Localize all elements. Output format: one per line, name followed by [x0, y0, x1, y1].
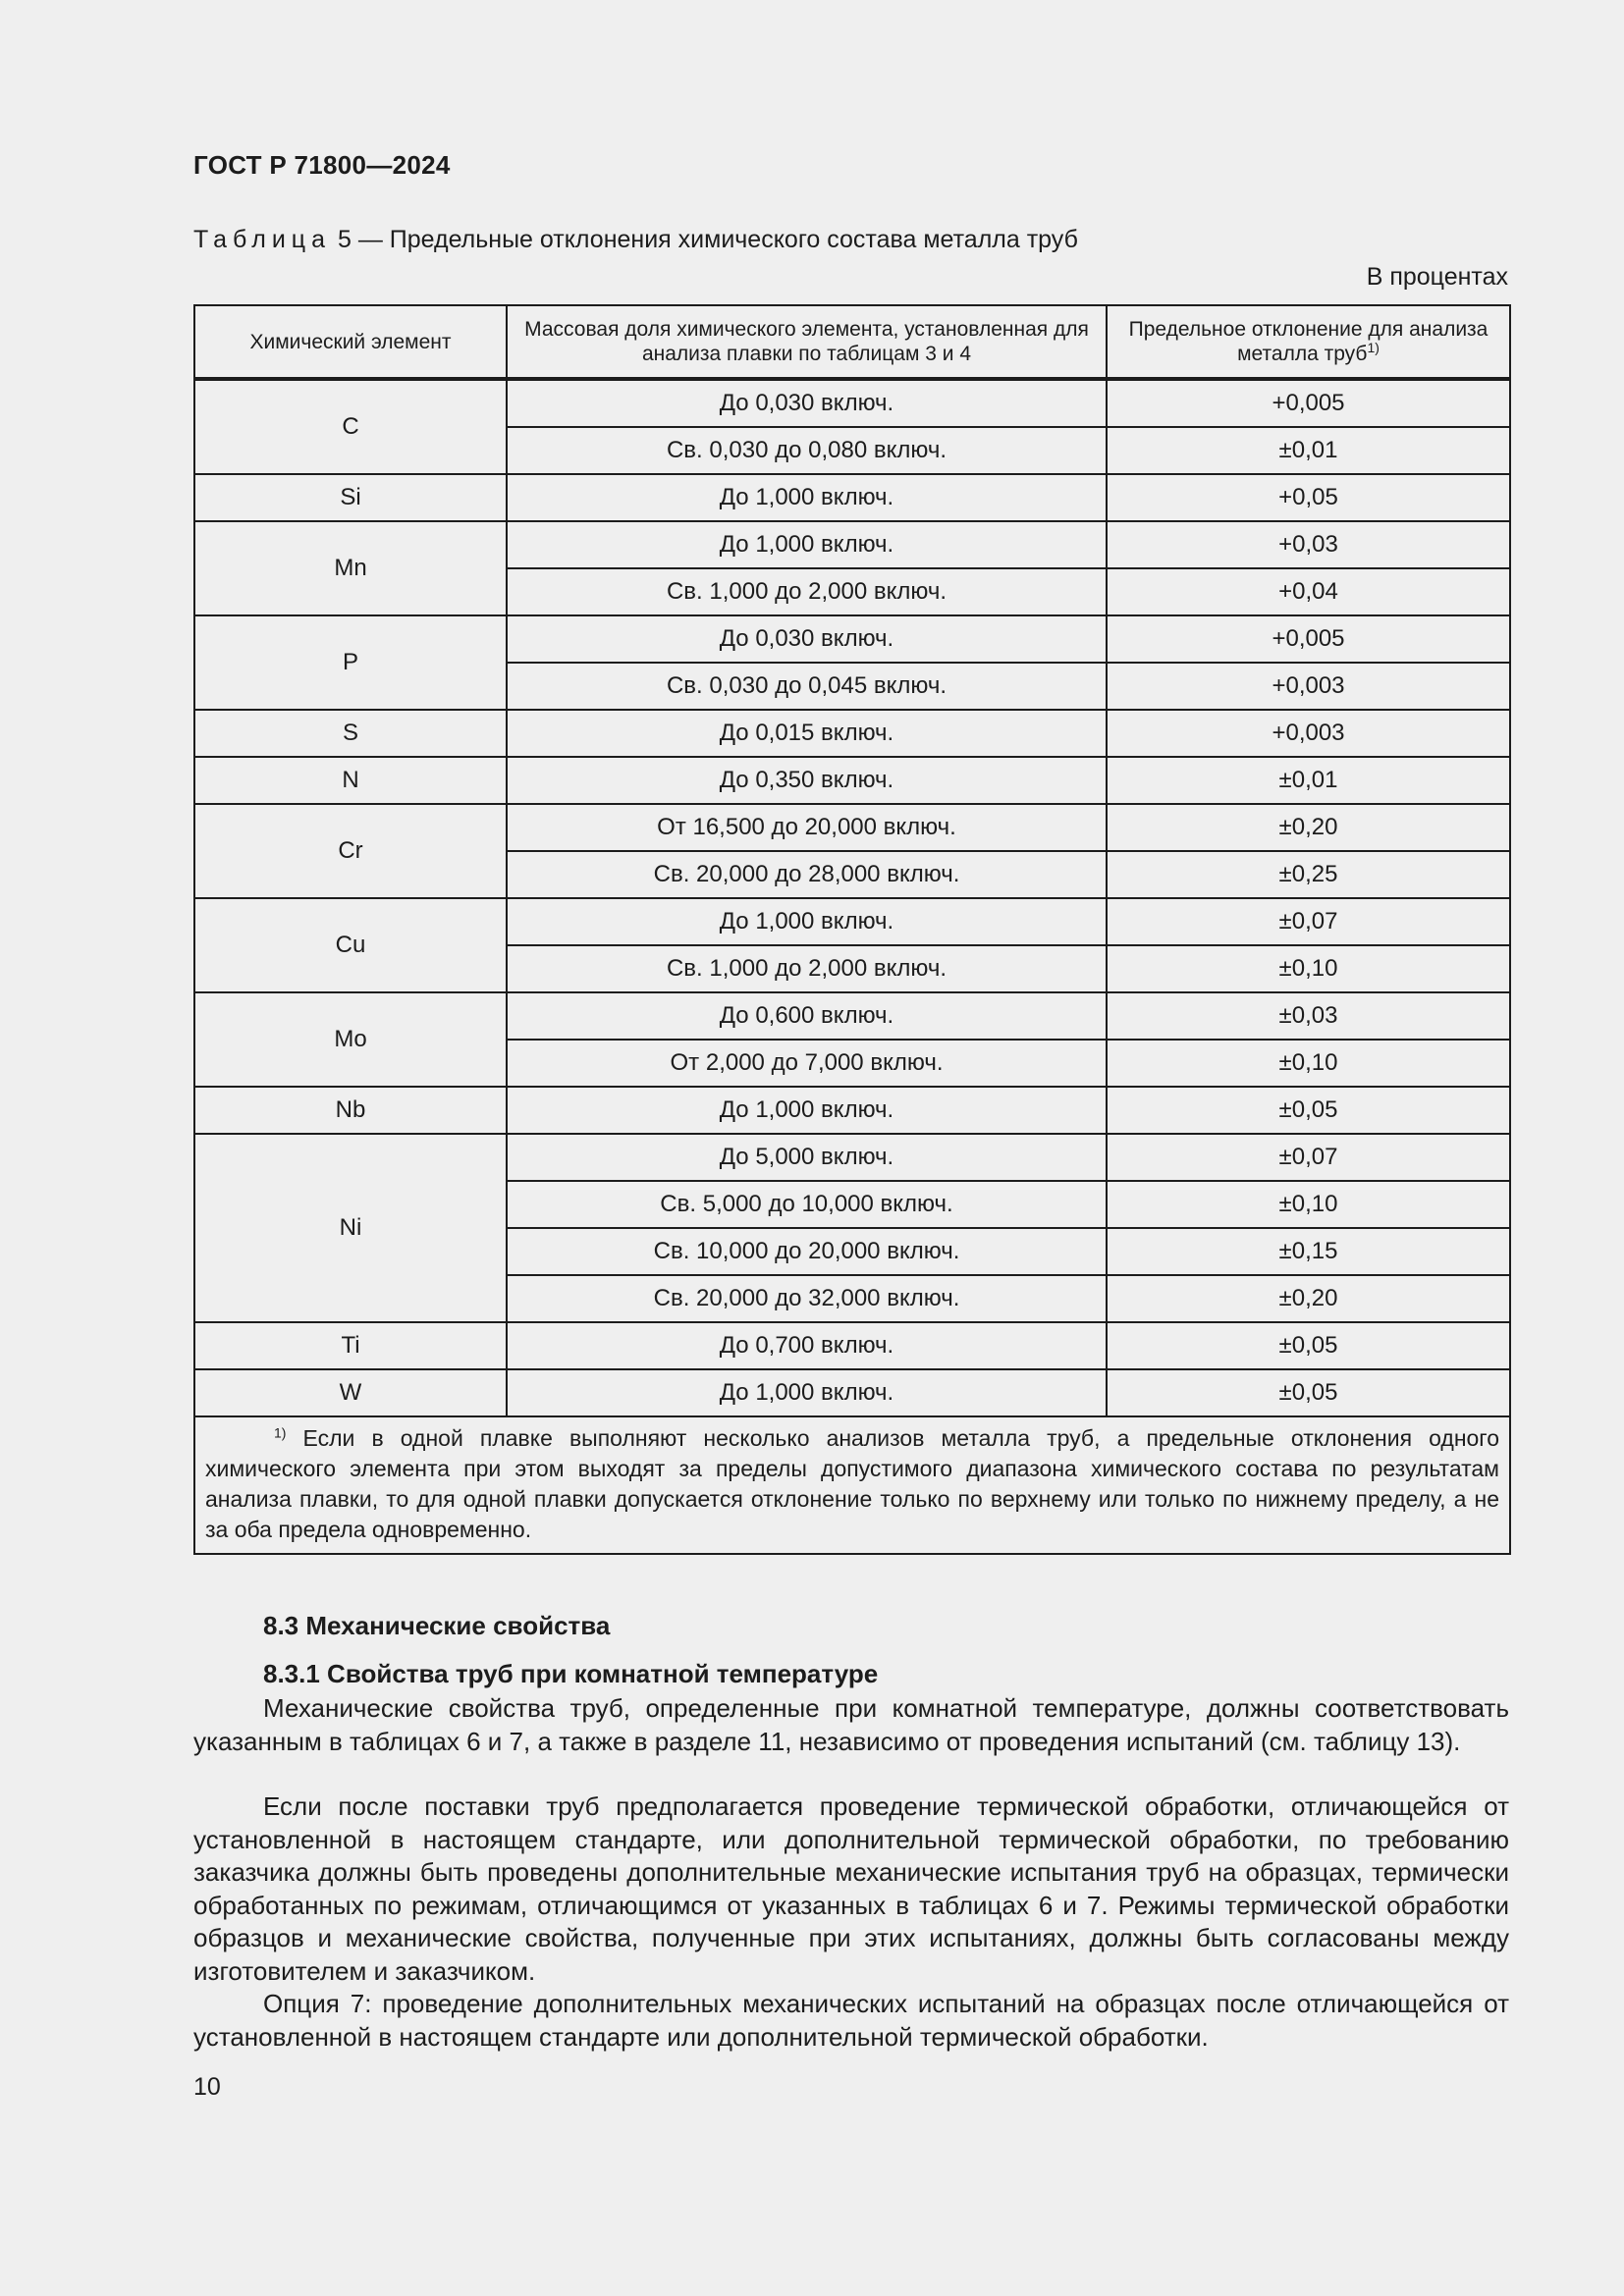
paragraph: [193, 1790, 1509, 1988]
paragraph-text: Опция 7: проведение дополнительных механических испытаний на образцах после отличающейся от установленной в настоящем стандарте или дополнительной термической обработки.: [193, 1989, 1509, 2052]
table-row: [194, 1369, 1510, 1416]
mass-fraction-cell: До 1,000 включ.: [507, 474, 1107, 521]
element-cell: Ni: [194, 1134, 507, 1322]
header-deviation-text: Предельное отклонение для анализа металла труб: [1128, 318, 1489, 365]
paragraph-text: Механические свойства труб, определенные при комнатной температуре, должны соответствовать указанным в таблицах 6 и 7, а также в разделе 11, независимо от проведения испытаний (см. таблицу 13).: [193, 1693, 1509, 1756]
table-row: [194, 474, 1510, 521]
deviation-cell: +0,003: [1107, 710, 1510, 757]
element-cell: Ti: [194, 1322, 507, 1369]
table-caption-word: Таблица: [193, 226, 332, 253]
header-mass-fraction: Массовая доля химического элемента, установленная для анализа плавки по таблицам 3 и 4: [507, 305, 1107, 379]
deviation-cell: ±0,01: [1107, 757, 1510, 804]
table-caption: [193, 226, 1078, 254]
element-cell: Nb: [194, 1087, 507, 1134]
mass-fraction-cell: От 2,000 до 7,000 включ.: [507, 1040, 1107, 1087]
mass-fraction-cell: До 1,000 включ.: [507, 1087, 1107, 1134]
footnote-text: Если в одной плавке выполняют несколько анализов металла труб, а предельные отклонения одного химического элемента при этом выходят за пределы допустимого диапазона химического состава по результатам анализа плавки, то для одной плавки допускается отклонение только по верхнему или только по нижнему пределу, а не за оба предела одновременно.: [205, 1425, 1499, 1542]
page-number: 10: [193, 2073, 221, 2101]
table-row: [194, 1087, 1510, 1134]
header-element: Химический элемент: [194, 305, 507, 379]
deviation-cell: +0,003: [1107, 663, 1510, 710]
element-cell: Cr: [194, 804, 507, 898]
mass-fraction-cell: До 0,015 включ.: [507, 710, 1107, 757]
mass-fraction-cell: Св. 10,000 до 20,000 включ.: [507, 1228, 1107, 1275]
table-row: [194, 992, 1510, 1040]
deviation-cell: +0,05: [1107, 474, 1510, 521]
table-row: [194, 1322, 1510, 1369]
mass-fraction-cell: Св. 1,000 до 2,000 включ.: [507, 945, 1107, 992]
deviation-cell: +0,005: [1107, 615, 1510, 663]
table-row: [194, 804, 1510, 851]
deviation-cell: ±0,05: [1107, 1369, 1510, 1416]
deviation-cell: ±0,10: [1107, 1040, 1510, 1087]
deviation-cell: +0,005: [1107, 379, 1510, 427]
mass-fraction-cell: До 0,030 включ.: [507, 615, 1107, 663]
mass-fraction-cell: Св. 5,000 до 10,000 включ.: [507, 1181, 1107, 1228]
mass-fraction-cell: Св. 1,000 до 2,000 включ.: [507, 568, 1107, 615]
element-cell: P: [194, 615, 507, 710]
mass-fraction-cell: До 1,000 включ.: [507, 898, 1107, 945]
deviation-cell: +0,03: [1107, 521, 1510, 568]
mass-fraction-cell: До 0,350 включ.: [507, 757, 1107, 804]
table-row: [194, 379, 1510, 427]
mass-fraction-cell: Св. 0,030 до 0,080 включ.: [507, 427, 1107, 474]
section-heading-8-3: 8.3 Механические свойства: [263, 1611, 611, 1640]
mass-fraction-cell: Св. 20,000 до 28,000 включ.: [507, 851, 1107, 898]
deviation-cell: ±0,01: [1107, 427, 1510, 474]
mass-fraction-cell: Св. 0,030 до 0,045 включ.: [507, 663, 1107, 710]
deviation-cell: ±0,10: [1107, 945, 1510, 992]
mass-fraction-cell: До 1,000 включ.: [507, 521, 1107, 568]
table-row: [194, 1134, 1510, 1181]
deviation-cell: ±0,05: [1107, 1322, 1510, 1369]
footnote-ref: 1): [1367, 340, 1380, 355]
deviation-cell: ±0,03: [1107, 992, 1510, 1040]
paragraph: [193, 1692, 1509, 1758]
deviation-cell: ±0,20: [1107, 804, 1510, 851]
mass-fraction-cell: До 0,030 включ.: [507, 379, 1107, 427]
deviation-cell: ±0,07: [1107, 1134, 1510, 1181]
mass-fraction-cell: До 1,000 включ.: [507, 1369, 1107, 1416]
paragraph: [193, 1988, 1509, 2054]
element-cell: Si: [194, 474, 507, 521]
element-cell: C: [194, 379, 507, 474]
element-cell: W: [194, 1369, 507, 1416]
table-row: [194, 898, 1510, 945]
element-cell: S: [194, 710, 507, 757]
table-row: [194, 710, 1510, 757]
mass-fraction-cell: До 5,000 включ.: [507, 1134, 1107, 1181]
deviation-cell: ±0,15: [1107, 1228, 1510, 1275]
table-row: [194, 521, 1510, 568]
document-id: ГОСТ Р 71800—2024: [193, 150, 451, 180]
section-heading-8-3-1: 8.3.1 Свойства труб при комнатной температуре: [263, 1659, 879, 1688]
table-row: [194, 757, 1510, 804]
deviation-cell: ±0,20: [1107, 1275, 1510, 1322]
table-units: В процентах: [1366, 263, 1508, 291]
element-cell: Mo: [194, 992, 507, 1087]
table-row: [194, 615, 1510, 663]
deviation-cell: +0,04: [1107, 568, 1510, 615]
table-footnote: [194, 1416, 1510, 1554]
deviation-cell: ±0,10: [1107, 1181, 1510, 1228]
deviation-cell: ±0,07: [1107, 898, 1510, 945]
table-header-row: [194, 305, 1510, 379]
paragraph-text: Если после поставки труб предполагается проведение термической обработки, отличающейся от установленной в настоящем стандарте, или дополнительной термической обработки, по требованию заказчика должны быть проведены дополнительные механические испытания труб на образцах, термически обработанных по режимам, отличающимся от указанных в таблицах 6 и 7. Режимы термической обработки образцов и механические свойства, полученные при этих испытаниях, должны быть согласованы между изготовителем и заказчиком.: [193, 1791, 1509, 1986]
deviation-cell: ±0,05: [1107, 1087, 1510, 1134]
mass-fraction-cell: До 0,600 включ.: [507, 992, 1107, 1040]
table-footnote-row: [194, 1416, 1510, 1554]
table-body: [194, 379, 1510, 1416]
element-cell: N: [194, 757, 507, 804]
table-caption-title: 5 — Предельные отклонения химического состава металла труб: [337, 226, 1078, 253]
mass-fraction-cell: Св. 20,000 до 32,000 включ.: [507, 1275, 1107, 1322]
deviation-cell: ±0,25: [1107, 851, 1510, 898]
footnote-mark: 1): [274, 1424, 287, 1441]
element-cell: Mn: [194, 521, 507, 615]
mass-fraction-cell: От 16,500 до 20,000 включ.: [507, 804, 1107, 851]
header-deviation: [1107, 305, 1510, 379]
element-cell: Cu: [194, 898, 507, 992]
chemical-deviation-table: [193, 304, 1511, 1555]
mass-fraction-cell: До 0,700 включ.: [507, 1322, 1107, 1369]
